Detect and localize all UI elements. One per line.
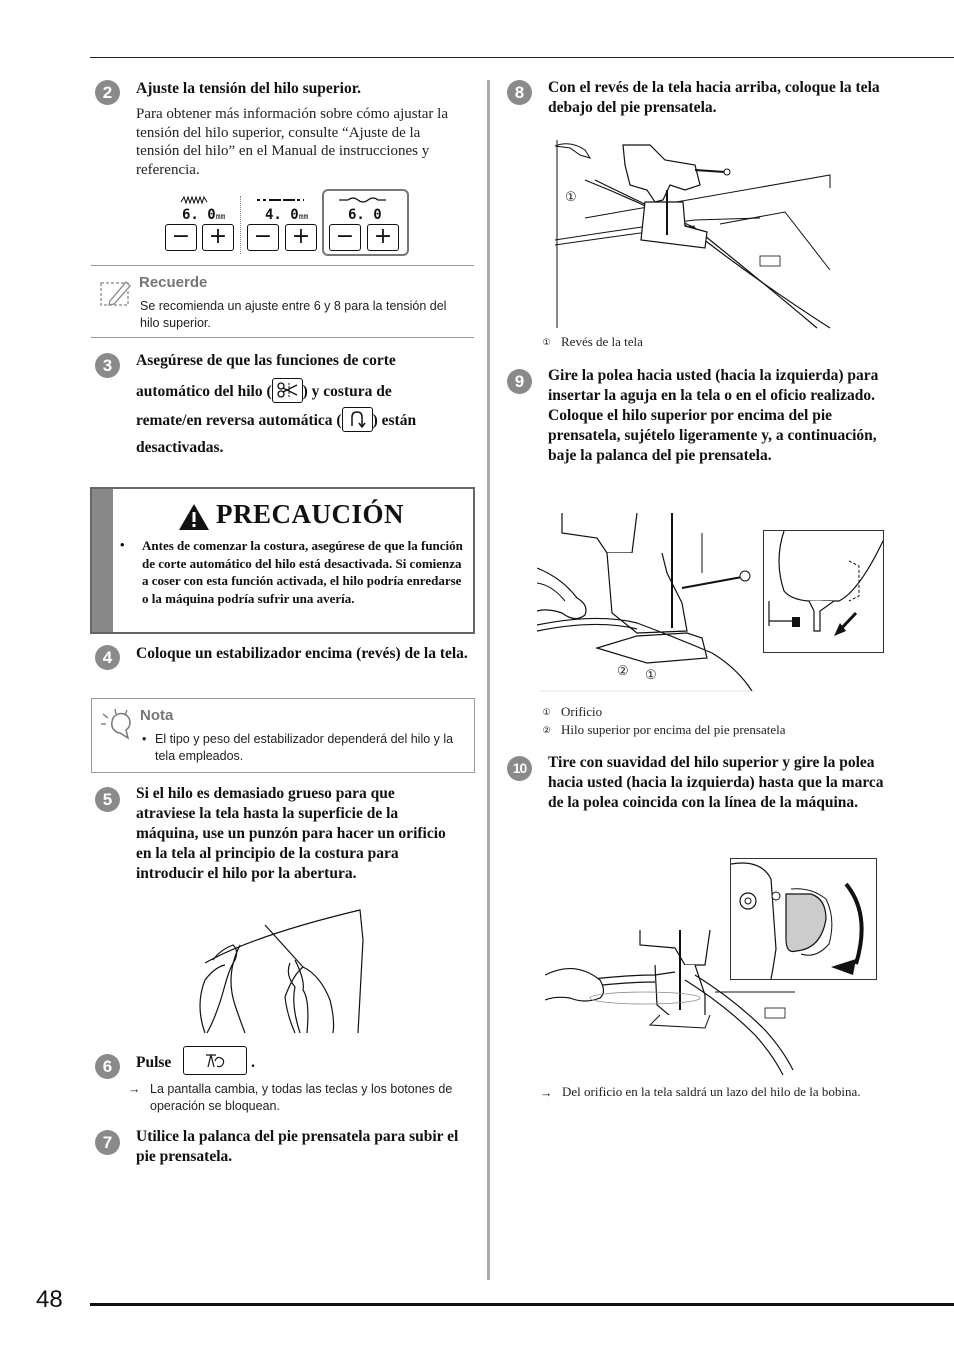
step-5-badge: 5	[95, 787, 120, 812]
step-6-arrow: →	[128, 1082, 141, 1096]
nota-bullet: •	[142, 732, 147, 746]
auto-reverse-stitch-icon	[342, 407, 373, 432]
step-4-badge: 4	[95, 645, 120, 670]
stitch-length-icon	[256, 196, 306, 204]
step-3-line-1: Asegúrese de que las funciones de corte	[136, 352, 396, 369]
step-10-arrow: →	[540, 1086, 553, 1100]
step-3-badge: 3	[95, 353, 120, 378]
step-2-badge: 2	[95, 80, 120, 105]
zigzag-width-value: 6. 0mm	[182, 207, 226, 223]
recuerde-text: Se recomienda un ajuste entre 6 y 8 para la tensión del hilo superior.	[140, 299, 447, 330]
step-10-badge: 10	[507, 756, 532, 781]
recuerde-title: Recuerde	[139, 274, 208, 291]
step-6-period: .	[251, 1054, 255, 1071]
thread-tension-value: 6. 0	[348, 207, 382, 223]
stitch-length-plus-button[interactable]: +	[285, 224, 317, 251]
presser-lever-inset-illustration	[764, 531, 883, 652]
step-8-title: Con el revés de la tela hacia arriba, coloque la tela debajo del pie prensatela.	[548, 79, 880, 116]
step-9-badge: 9	[507, 369, 532, 394]
step-8-caption-1: ① Revés de la tela	[542, 334, 643, 349]
step-10-title: Tire con suavidad del hilo superior y gire la polea hacia usted (hacia la izquierda) hasta que la marca de la polea coincida con la línea de la máquina.	[548, 754, 884, 811]
caution-bullet: •	[120, 537, 125, 552]
step-9-caption-1: ① Orificio	[542, 704, 603, 719]
stitch-length-minus-button[interactable]: −	[247, 224, 279, 251]
footer-rule	[90, 1303, 954, 1306]
thread-tension-icon	[338, 196, 388, 204]
step-3-line-2: automático del hilo ( ) y costura de	[136, 380, 476, 405]
step-7-title: Utilice la palanca del pie prensatela para subir el pie prensatela.	[136, 1128, 459, 1165]
step-2-body: Para obtener más información sobre cómo ajustar la tensión del hilo superior, consulte “Ajuste de la tensión del hilo” en el Manual de instrucciones y referencia.	[136, 106, 448, 178]
zigzag-width-plus-button[interactable]: +	[202, 224, 234, 251]
nota-title: Nota	[140, 707, 174, 724]
step-4-title: Coloque un estabilizador encima (revés) de la tela.	[136, 645, 468, 662]
fabric-under-presser-foot-illustration	[555, 140, 835, 330]
step-10-result: Del orificio en la tela saldrá un lazo del hilo de la bobina.	[562, 1084, 861, 1099]
caution-text: Antes de comenzar la costura, asegúrese de que la función de corte automático del hilo está desactivada. Si comienza a coser con esta función activada, el hilo podría enredarse o la máquina podría sufrir una avería.	[142, 538, 463, 606]
thread-tension-plus-button[interactable]: +	[367, 224, 399, 251]
zigzag-width-icon	[180, 194, 210, 206]
step-9-callout-1: ①	[645, 667, 657, 682]
lock-screen-button[interactable]	[183, 1046, 247, 1075]
step-3-line-3: remate/en reversa automática ( ) están	[136, 409, 476, 434]
pulley-inset-illustration	[731, 859, 876, 979]
panel-divider	[240, 196, 241, 254]
caution-side-bar	[92, 489, 113, 632]
zigzag-width-minus-button[interactable]: −	[165, 224, 197, 251]
thread-tension-minus-button[interactable]: −	[329, 224, 361, 251]
step-5-title: Si el hilo es demasiado grueso para que atraviese la tela hasta la superficie de la máquina, use un punzón para hacer un orificio en la tela al principio de la costura para introducir el hilo por la abertura.	[136, 785, 446, 882]
step-9-title: Gire la polea hacia usted (hacia la izquierda) para insertar la aguja en la tela o en el oficio realizado. Coloque el hilo superior por encima del pie prensatela, sujételo ligeramente y, a continuación, baje la palanca del pie prensatela.	[548, 367, 879, 464]
awl-piercing-fabric-illustration	[195, 905, 370, 1035]
column-separator	[487, 80, 490, 1280]
step-7-badge: 7	[95, 1130, 120, 1155]
nota-text: El tipo y peso del estabilizador dependerá del hilo y la tela empleados.	[155, 732, 454, 763]
page-number: 48	[36, 1286, 63, 1313]
header-rule	[90, 57, 954, 58]
caution-box	[90, 487, 475, 634]
step-6-pulse: Pulse	[136, 1054, 172, 1071]
step-2-title: Ajuste la tensión del hilo superior.	[136, 80, 362, 97]
step-9-caption-2: ② Hilo superior por encima del pie prensatela	[542, 722, 786, 737]
step-8-badge: 8	[507, 80, 532, 105]
step-9-callout-2: ②	[617, 663, 629, 678]
caution-title: PRECAUCIÓN	[216, 499, 405, 529]
stitch-length-value: 4. 0mm	[265, 207, 309, 223]
lock-screen-icon	[184, 1047, 244, 1073]
step-6-result: La pantalla cambia, y todas las teclas y los botones de operación se bloquean.	[150, 1082, 453, 1113]
recuerde-bottom-rule	[91, 337, 474, 338]
step-6-badge: 6	[95, 1054, 120, 1079]
step-8-callout-1: ①	[565, 189, 577, 204]
auto-thread-cutter-icon	[272, 378, 303, 403]
lightbulb-icon	[100, 708, 134, 748]
recuerde-top-rule	[91, 265, 474, 266]
memo-icon	[100, 279, 132, 307]
step-3-line-4: desactivadas.	[136, 439, 224, 456]
warning-triangle-icon	[178, 503, 210, 531]
